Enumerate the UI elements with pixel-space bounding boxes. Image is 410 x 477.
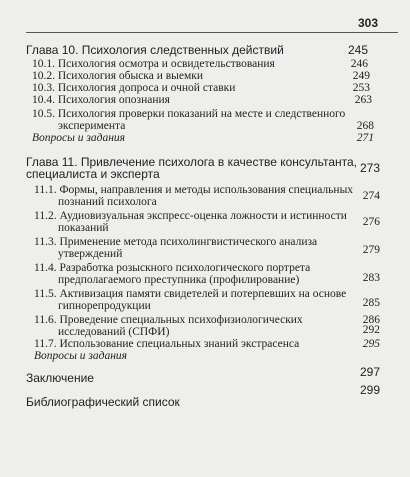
page-number: 303	[358, 16, 379, 30]
toc-item-label-cont: показаний	[58, 222, 109, 234]
toc-item-label: 10.1. Психология осмотра и освидетельствования	[32, 58, 275, 70]
toc-item-label: 10.2. Психология обыска и выемки	[32, 70, 204, 82]
toc-item-label: 11.7. Использование специальных знаний экстрасенса	[34, 338, 300, 350]
toc-item-label: 10.3. Психология допроса и очной ставки	[32, 82, 236, 94]
toc-item-page: 268	[356, 120, 374, 132]
toc-item-label-cont: утверждений	[58, 248, 123, 260]
questions-label: Вопросы и задания	[32, 132, 126, 144]
bibliography-label: Библиографический список	[26, 395, 180, 409]
toc-item-label: 11.5. Активизация памяти свидетелей и потерпевших на основе	[34, 288, 347, 300]
toc-item-label: 11.1. Формы, направления и методы использования специальных	[34, 184, 354, 196]
toc-item-page: 263	[354, 94, 372, 106]
chapter-11-title-cont: специалиста и эксперта	[26, 167, 160, 181]
toc-item-page: 279	[362, 244, 380, 256]
toc-item-label: 11.4. Разработка розыскного психологического портрета	[34, 262, 311, 274]
chapter-11-page: 273	[359, 161, 380, 175]
toc-item-label: 11.6. Проведение специальных психофизиологических	[34, 314, 303, 326]
chapter-10-page: 245	[347, 43, 368, 57]
header-rule	[26, 32, 398, 33]
toc-item-page: 286	[362, 314, 380, 326]
toc-item-page: 276	[362, 216, 380, 228]
toc-item-label: 11.2. Аудиовизуальная экспресс-оценка ложности и истинности	[34, 210, 347, 222]
chapter-10-title: Глава 10. Психология следственных действий	[26, 43, 284, 57]
toc-item-label: 10.5. Психология проверки показаний на месте и следственного	[32, 108, 346, 120]
bibliography-page: 299	[359, 383, 380, 397]
toc-item-label-cont: предполагаемого преступника (профилирование)	[58, 274, 300, 286]
toc-item-page: 274	[362, 190, 380, 202]
toc-item-label-cont: гипнорепродукции	[58, 300, 151, 312]
questions-label: Вопросы и задания	[34, 350, 128, 362]
toc-item-page: 246	[350, 58, 368, 70]
conclusion-page: 297	[359, 365, 380, 379]
chapter-11-title: Глава 11. Привлечение психолога в качестве консультанта,	[26, 155, 357, 169]
toc-item-label-cont: исследований (СПФИ)	[58, 326, 170, 338]
questions-page: 295	[362, 338, 380, 350]
toc-item-page: 285	[362, 297, 380, 309]
toc-item-page: 253	[352, 82, 370, 94]
toc-item-label-cont: познаний психолога	[58, 196, 157, 208]
conclusion-label: Заключение	[26, 371, 94, 385]
toc-item-page: 249	[352, 70, 370, 82]
toc-item-page: 283	[362, 272, 380, 284]
toc-item-label: 11.3. Применение метода психолингвистического анализа	[34, 236, 318, 248]
questions-page: 271	[356, 132, 374, 144]
toc-item-page: 292	[362, 324, 380, 336]
toc-item-label-cont: эксперимента	[58, 120, 126, 132]
toc-item-label: 10.4. Психология опознания	[32, 94, 170, 106]
